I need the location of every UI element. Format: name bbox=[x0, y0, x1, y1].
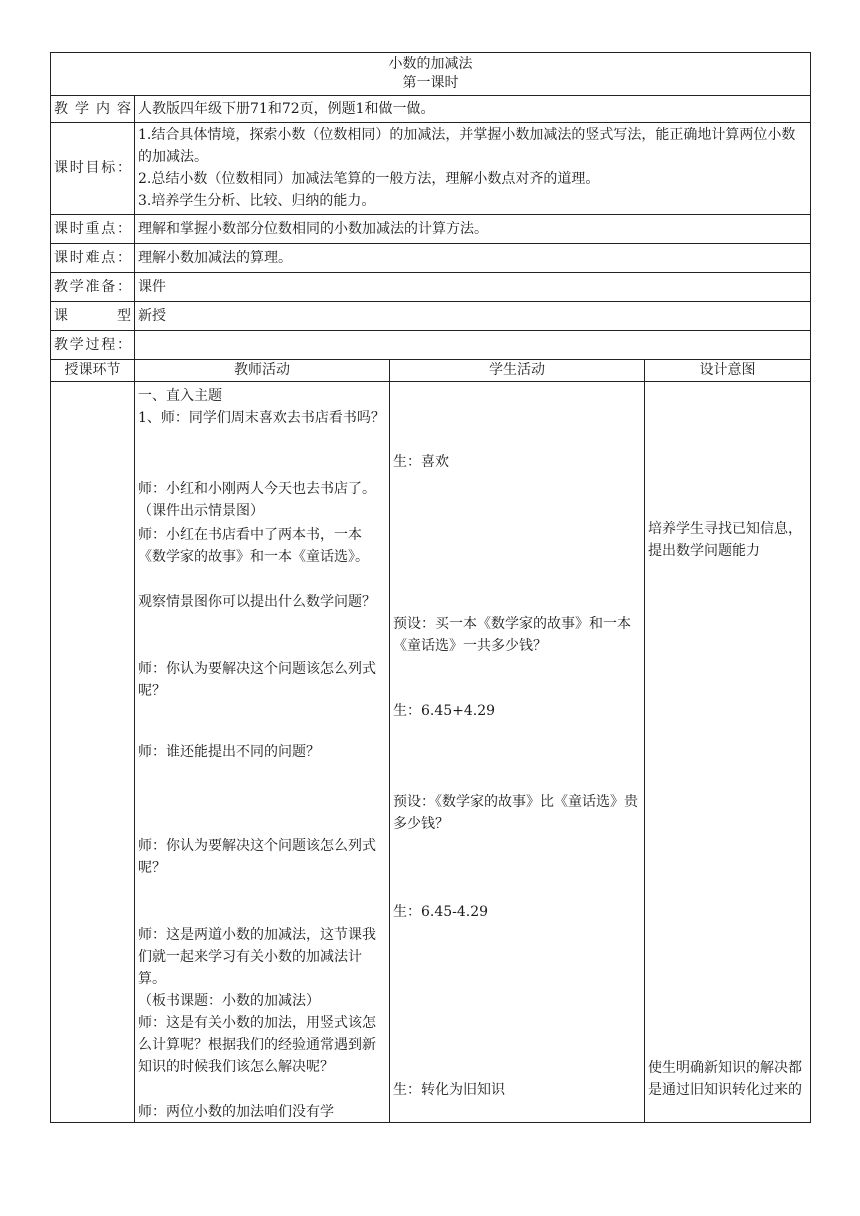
stage-cell bbox=[51, 382, 135, 1123]
difficulty-label: 课时难点： bbox=[54, 249, 131, 266]
header-teacher: 教师活动 bbox=[135, 360, 390, 382]
process-body-row bbox=[51, 382, 811, 1123]
header-intent: 设计意图 bbox=[645, 360, 811, 382]
design-intent-cell bbox=[645, 382, 811, 1123]
lesson-title: 小数的加减法 bbox=[388, 56, 473, 72]
intent-line: 使生明确新知识的解决都是通过旧知识转化过来的 bbox=[648, 1060, 802, 1098]
goal-item: 2.总结小数（位数相同）加减法笔算的一般方法，理解小数点对齐的道理。 bbox=[138, 171, 600, 187]
goals-list bbox=[135, 123, 811, 215]
type-row bbox=[51, 302, 811, 331]
header-stage: 授课环节 bbox=[51, 360, 135, 382]
teacher-line: 师：两位小数的加法咱们没有学 bbox=[138, 1104, 334, 1120]
student-line: 生：6.45+4.29 bbox=[393, 703, 496, 719]
goal-item: 3.培养学生分析、比较、归纳的能力。 bbox=[138, 193, 376, 209]
difficulty-value: 理解小数加减法的算理。 bbox=[135, 244, 811, 273]
title-row bbox=[51, 53, 811, 96]
teacher-line: 师：这是有关小数的加法，用竖式该怎么计算呢？根据我们的经验通常遇到新知识的时候我们该怎么解决呢？ bbox=[138, 1015, 376, 1075]
difficulty-row bbox=[51, 244, 811, 273]
header-student: 学生活动 bbox=[390, 360, 645, 382]
teacher-line: 1、师：同学们周末喜欢去书店看书吗？ bbox=[138, 410, 385, 426]
header-row bbox=[51, 360, 811, 382]
teacher-line: 师：小红在书店看中了两本书，一本《数学家的故事》和一本《童话选》。 bbox=[138, 527, 369, 565]
prep-value: 课件 bbox=[135, 273, 811, 302]
teacher-line: 师：谁还能提出不同的问题？ bbox=[138, 744, 320, 760]
teacher-line: 师：你认为要解决这个问题该怎么列式呢？ bbox=[138, 661, 376, 699]
prep-row bbox=[51, 273, 811, 302]
lesson-plan-table bbox=[50, 52, 811, 1123]
key-value: 理解和掌握小数部分位数相同的小数加减法的计算方法。 bbox=[135, 215, 811, 244]
goals-label: 课时目标： bbox=[54, 160, 131, 176]
type-label: 课 型 bbox=[54, 307, 131, 324]
teacher-line: （板书课题：小数的加减法） bbox=[138, 993, 320, 1009]
type-value: 新授 bbox=[135, 302, 811, 331]
student-line: 预设：买一本《数学家的故事》和一本《童话选》一共多少钱？ bbox=[393, 616, 631, 654]
key-label: 课时重点： bbox=[54, 220, 131, 237]
key-row bbox=[51, 215, 811, 244]
content-label: 教学内容 bbox=[54, 100, 131, 117]
student-line: 生：6.45-4.29 bbox=[393, 904, 489, 920]
process-row bbox=[51, 331, 811, 360]
teacher-line: 观察情景图你可以提出什么数学问题？ bbox=[138, 594, 376, 610]
process-label: 教学过程： bbox=[54, 336, 131, 353]
teacher-line: 一、直入主题 bbox=[138, 388, 222, 404]
student-activity-cell bbox=[390, 382, 645, 1123]
student-line: 生：转化为旧知识 bbox=[393, 1082, 505, 1098]
teacher-line: 师：这是两道小数的加减法，这节课我们就一起来学习有关小数的加减法计算。 bbox=[138, 927, 376, 987]
lesson-subtitle: 第一课时 bbox=[402, 75, 459, 91]
teacher-activity-cell bbox=[135, 382, 390, 1123]
student-line: 生：喜欢 bbox=[393, 454, 449, 470]
teacher-line: 师：小红和小刚两人今天也去书店了。（课件出示情景图） bbox=[138, 481, 376, 519]
teacher-line: 师：你认为要解决这个问题该怎么列式呢？ bbox=[138, 838, 376, 876]
prep-label: 教学准备： bbox=[54, 278, 131, 295]
content-row bbox=[51, 96, 811, 123]
lesson-plan-page bbox=[50, 52, 810, 1123]
content-value: 人教版四年级下册71和72页，例题1和做一做。 bbox=[135, 96, 811, 123]
intent-line: 培养学生寻找已知信息，提出数学问题能力 bbox=[648, 521, 802, 559]
goal-item: 1.结合具体情境，探索小数（位数相同）的加减法，并掌握小数加减法的竖式写法，能正确地计算两位小数的加减法。 bbox=[138, 127, 796, 165]
goals-row bbox=[51, 123, 811, 215]
student-line: 预设：《数学家的故事》比《童话选》贵多少钱？ bbox=[393, 794, 638, 832]
